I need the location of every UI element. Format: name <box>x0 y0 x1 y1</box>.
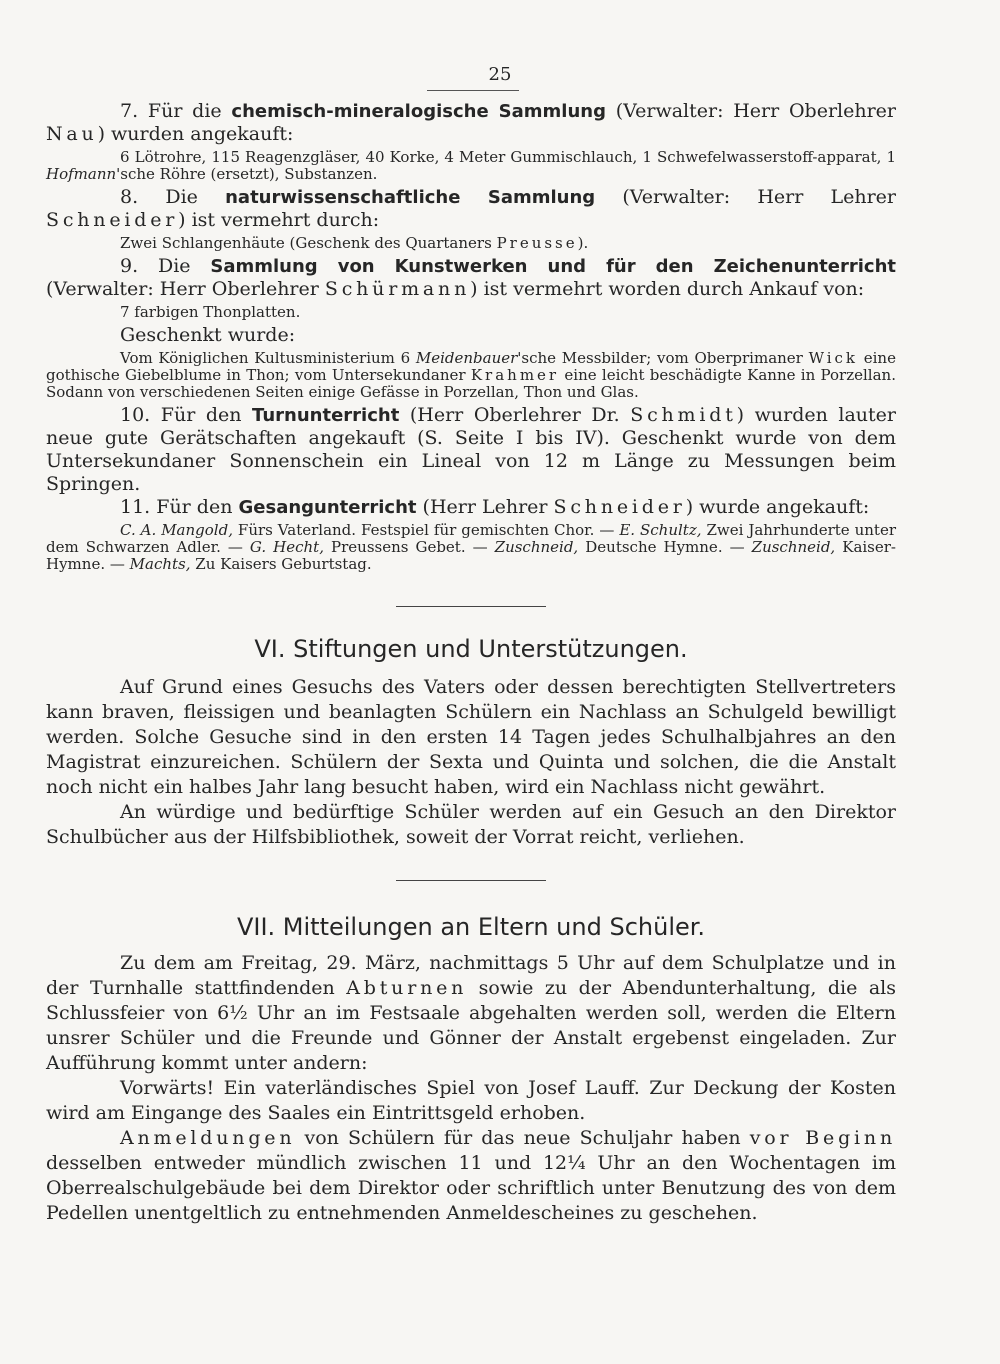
item-number: 9. <box>120 255 139 277</box>
page-number-rule <box>427 90 519 91</box>
section-vii-paragraph-3: Anmeldungen von Schülern für das neue Schuljahr haben vor Beginn desselben entweder mündlich zwischen 11 und 12¼ Uhr an den Wochentagen im Oberrealschulgebäude bei dem Direktor oder schriftlich unter Benutzung des von dem Pedellen unentgeltlich zu entnehmenden Anmeldescheines zu geschehen. <box>46 1127 897 1224</box>
administrator-name: Nau <box>46 123 98 145</box>
item-8-heading: 8. Die naturwissenschaftliche Sammlung (Verwalter: Herr Lehrer Schneider) ist vermehrt durch: <box>46 186 897 231</box>
item-11-detail: C. A. Mangold, Fürs Vaterland. Festspiel für gemischten Chor. — E. Schultz, Zwei Jahrhunderte unter dem Schwarzen Adler. — G. Hecht, Preussens Gebet. — Zuschneid, Deutsche Hymne. — Zuschneid, Kaiser-Hymne. — Machts, Zu Kaisers Geburtstag. <box>46 521 896 573</box>
administrator-name: Schürmann <box>324 278 471 300</box>
section-vii-paragraph-1: Zu dem am Freitag, 29. März, nachmittags 5 Uhr auf dem Schulplatze und in der Turnhalle stattfindenden Abturnen sowie zu der Abendunterhaltung, die als Schlussfeier von 6½ Uhr an im Festsaale abgehalten werden soll, werden die Eltern unsrer Schüler und die Freunde und Gönner der Anstalt ergebenst eingeladen. Zur Aufführung kommt unter andern: <box>46 952 896 1074</box>
administrator-name: Schmidt <box>630 404 737 426</box>
collection-title: chemisch-mineralogische Sammlung <box>231 101 606 122</box>
section-heading-vii: VII. Mitteilungen an Eltern und Schüler. <box>236 913 706 941</box>
item-11-heading: 11. Für den Gesangunterricht (Herr Lehrer Schneider) wurde angekauft: <box>120 496 870 518</box>
item-number: 7. <box>120 100 139 122</box>
section-vi-paragraph-1: Auf Grund eines Gesuchs des Vaters oder dessen berechtigten Stellvertreters kann braven, fleissigen und beanlagten Schülern ein Nachlass an Schulgeld bewilligt werden. Solche Gesuche sind in den ersten 14 Tagen jedes Schulhalbjahres an den Magistrat einzureichen. Schülern der Sexta und Quinta und solchen, die die Anstalt noch nicht ein halbes Jahr lang besucht haben, wird ein Nachlass nicht gewährt. <box>46 676 896 798</box>
item-9-gift-label: Geschenkt wurde: <box>120 324 296 346</box>
item-10-heading: 10. Für den Turnunterricht (Herr Oberlehrer Dr. Schmidt) wurden lauter neue gute Gerätschaften angekauft (S. Seite I bis IV). Geschenkt wurde von dem Untersekundaner Sonnenschein ein Lineal von 12 m Länge zu Messungen beim Springen. <box>46 404 896 495</box>
page-content <box>46 100 896 1226</box>
collection-title: naturwissenschaftliche Sammlung <box>225 187 596 208</box>
item-9-detail: 7 farbigen Thonplatten. <box>120 303 301 321</box>
administrator-text: (Verwalter: Herr Oberlehrer <box>615 100 897 122</box>
collection-title: Turnunterricht <box>252 405 400 426</box>
administrator-name: Schneider <box>46 209 179 231</box>
item-7-heading <box>46 100 896 146</box>
section-vii-paragraph-2: Vorwärts! Ein vaterländisches Spiel von Josef Lauff. Zur Deckung der Kosten wird am Eingange des Saales ein Eintrittsgeld erhoben. <box>46 1077 896 1124</box>
item-number: 11. <box>120 496 151 518</box>
item-9-gift-detail: Vom Königlichen Kultusministerium 6 Meidenbauer'sche Messbilder; vom Oberprimaner Wick eine gothische Giebelblume in Thon; vom Untersekundaner Krahmer eine leicht beschädigte Kanne in Porzellan. Sodann von verschiedenen Seiten einige Gefässe in Porzellan, Thon und Glas. <box>46 349 896 401</box>
item-prefix: Für die <box>147 100 222 122</box>
item-9-heading: 9. Die Sammlung von Kunstwerken und für den Zeichenunterricht (Verwalter: Herr Oberlehrer Schürmann) ist vermehrt worden durch Ankauf von: <box>46 255 896 300</box>
item-number: 8. <box>120 186 139 208</box>
collection-title: Gesangunterricht <box>238 497 417 518</box>
section-heading-vi: VI. Stiftungen und Unterstützungen. <box>254 635 688 663</box>
section-vi-paragraph-2: An würdige und bedürftige Schüler werden auf ein Gesuch an den Direktor Schulbücher aus der Hilfsbibliothek, soweit der Vorrat reicht, verliehen. <box>46 801 896 848</box>
item-8-detail: Zwei Schlangenhäute (Geschenk des Quartaners Preusse). <box>120 234 589 252</box>
item-7-detail: 6 Lötrohre, 115 Reagenzgläser, 40 Korke, 4 Meter Gummischlauch, 1 Schwefelwasserstoff-apparat, 1 Hofmann'sche Röhre (ersetzt), Substanzen. <box>46 148 896 183</box>
item-suffix: ) wurden angekauft: <box>97 123 294 145</box>
item-number: 10. <box>120 404 151 426</box>
collection-title: Sammlung von Kunstwerken und für den Zeichenunterricht <box>210 256 896 277</box>
page-number: 25 <box>488 64 512 85</box>
administrator-name: Schneider <box>553 496 686 518</box>
